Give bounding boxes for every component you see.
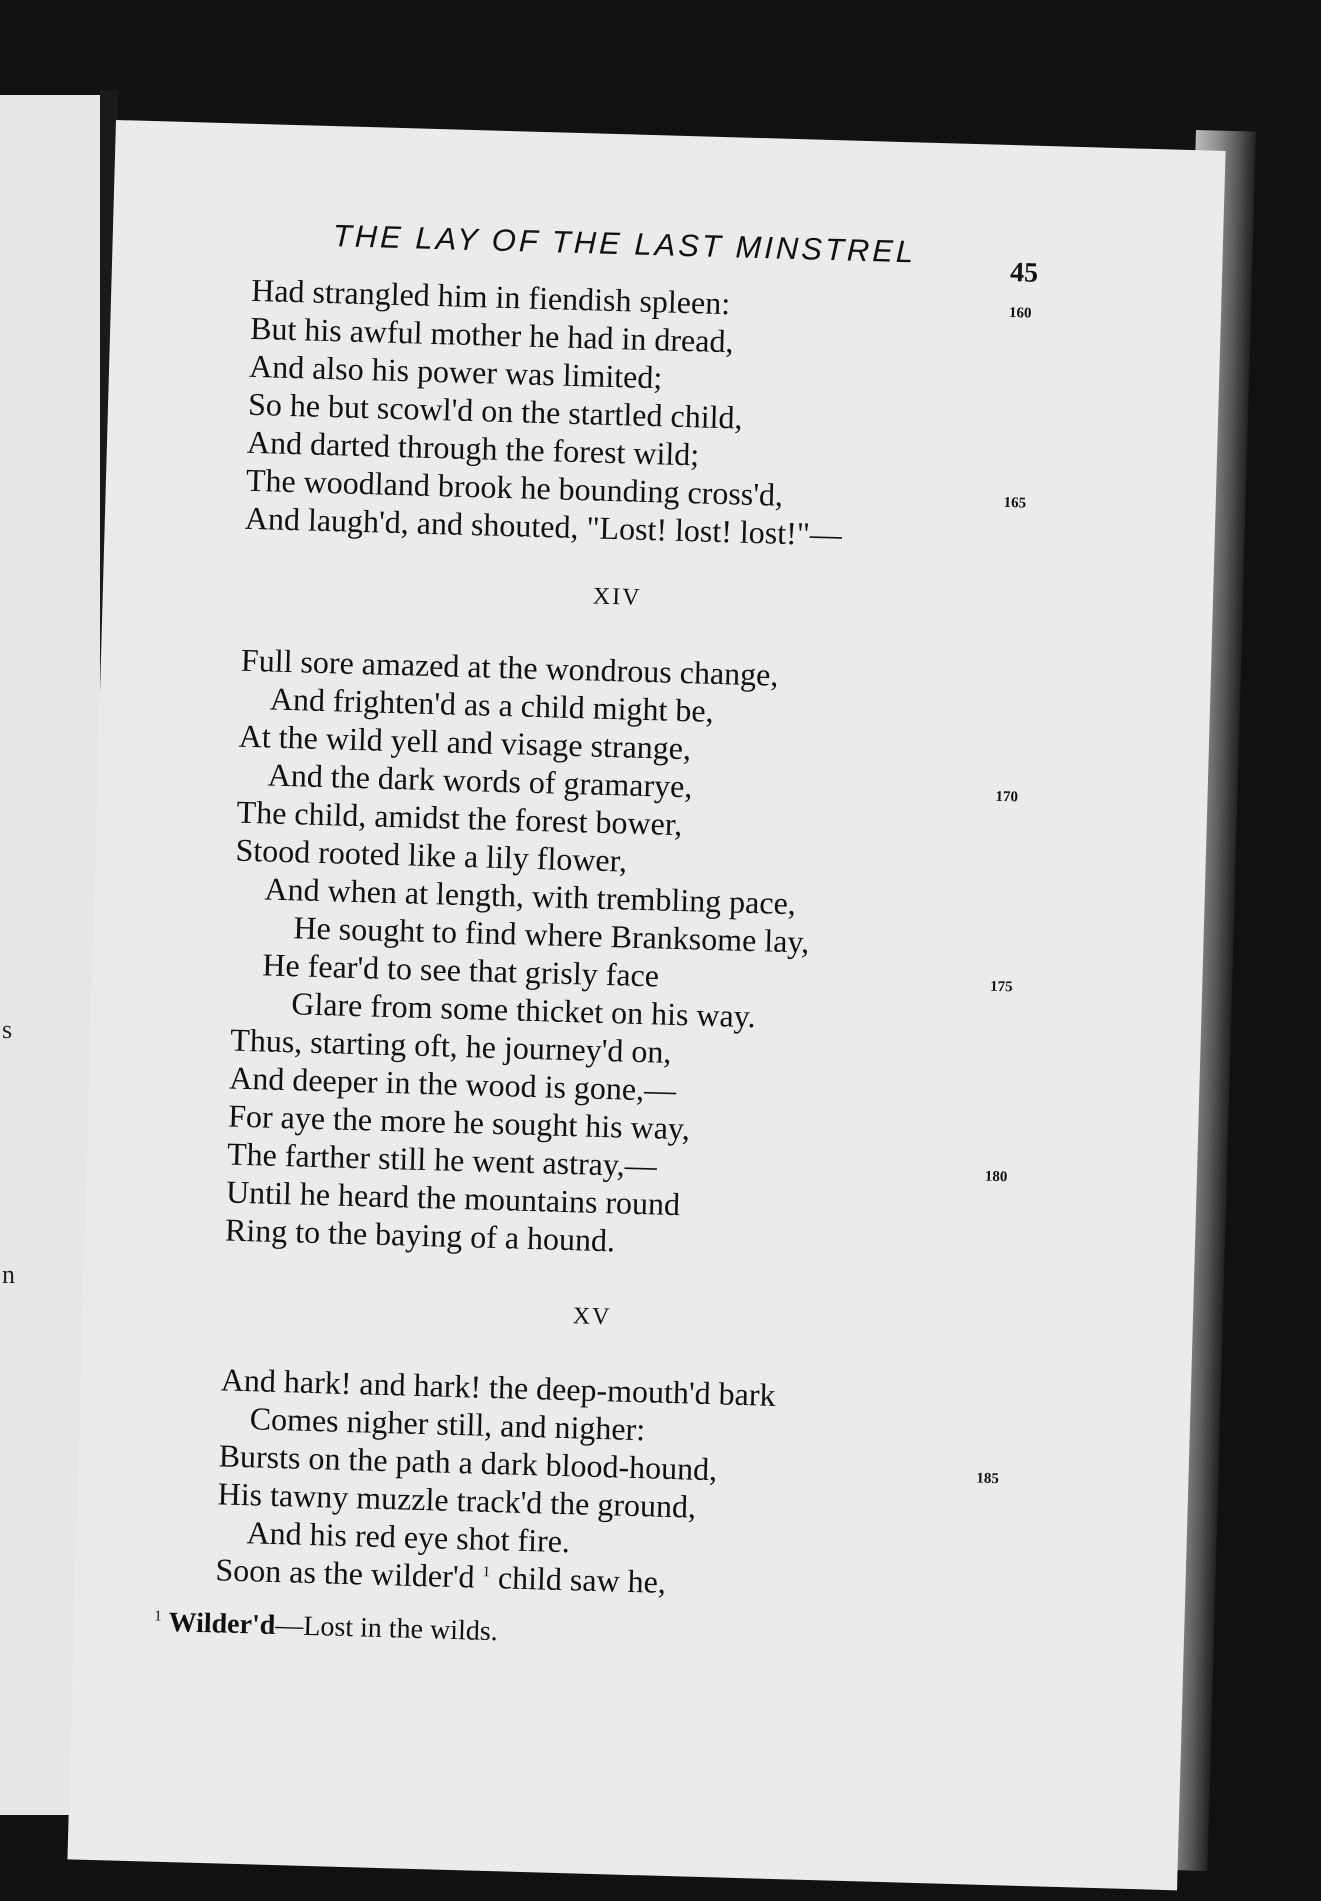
line-number: 170 — [995, 788, 1019, 806]
verse-line: He fear'd to see that grisly face — [261, 946, 660, 994]
verse-line: Had strangled him in fiendish spleen: — [250, 271, 731, 322]
verse-line: The farther still he went astray,— — [226, 1135, 658, 1184]
verse-line: Ring to the baying of a hound. — [224, 1211, 616, 1259]
verse-line: Stood rooted like a lily flower, — [235, 831, 628, 879]
footnote — [154, 1607, 499, 1649]
verse-line: His tawny muzzle track'd the ground, — [217, 1475, 697, 1525]
verse-line: And when at length, with trembling pace, — [264, 870, 797, 922]
verse-line: And also his power was limited; — [248, 347, 663, 396]
stanza-heading: XV — [572, 1303, 612, 1331]
book-page — [67, 120, 1225, 1890]
left-page-fragment: s — [2, 1015, 13, 1044]
stanza-heading: XIV — [592, 583, 642, 611]
verse-line: He sought to find where Branksome lay, — [293, 909, 810, 960]
verse-line: For aye the more he sought his way, — [227, 1097, 691, 1147]
line-number: 175 — [989, 978, 1013, 996]
footnote-definition: —Lost in the wilds. — [274, 1610, 499, 1648]
verse-text: child saw he, — [497, 1559, 667, 1600]
line-number: 185 — [976, 1470, 1000, 1488]
verse-text: Soon as the wilder'd — [215, 1551, 476, 1595]
verse-line — [215, 1553, 666, 1598]
line-number: 165 — [1003, 494, 1027, 512]
verse-line: Thus, starting oft, he journey'd on, — [229, 1021, 672, 1070]
verse-line: So he but scowl'd on the startled child, — [247, 385, 744, 436]
verse-line: Bursts on the path a dark blood-hound, — [218, 1437, 718, 1488]
line-number: 160 — [1008, 305, 1032, 322]
verse-line: And frighten'd as a child might be, — [269, 680, 715, 729]
left-page-fragment: n — [2, 1260, 15, 1289]
verse-line: Full sore amazed at the wondrous change, — [240, 641, 779, 693]
verse-line: And his red eye shot fire. — [246, 1514, 571, 1560]
footnote-marker: 1 — [154, 1608, 162, 1625]
verse-line: And hark! and hark! the deep-mouth'd bark — [220, 1361, 777, 1413]
verse-line: But his awful mother he had in dread, — [249, 309, 735, 360]
verse-line: Comes nigher still, and nigher: — [249, 1400, 646, 1448]
verse-line: And deeper in the wood is gone,— — [228, 1059, 677, 1109]
verse-line: The woodland brook he bounding cross'd, — [245, 461, 784, 513]
footnote-term: Wilder'd — [168, 1607, 276, 1642]
verse-line: Glare from some thicket on his way. — [290, 985, 757, 1035]
footnote-ref: 1 — [482, 1564, 491, 1581]
verse-line: Until he heard the mountains round — [225, 1173, 681, 1223]
verse-line: And laugh'd, and shouted, "Lost! lost! lost!"— — [244, 499, 843, 553]
verse-line: At the wild yell and visage strange, — [238, 717, 692, 767]
verse-line: The child, amidst the forest bower, — [236, 793, 683, 843]
verse-line: And the dark words of gramarye, — [267, 756, 693, 805]
running-head: THE LAY OF THE LAST MINSTREL — [332, 218, 917, 270]
verse-line: And darted through the forest wild; — [246, 423, 700, 473]
line-number: 180 — [984, 1168, 1008, 1186]
page-number: 45 — [1009, 257, 1039, 289]
